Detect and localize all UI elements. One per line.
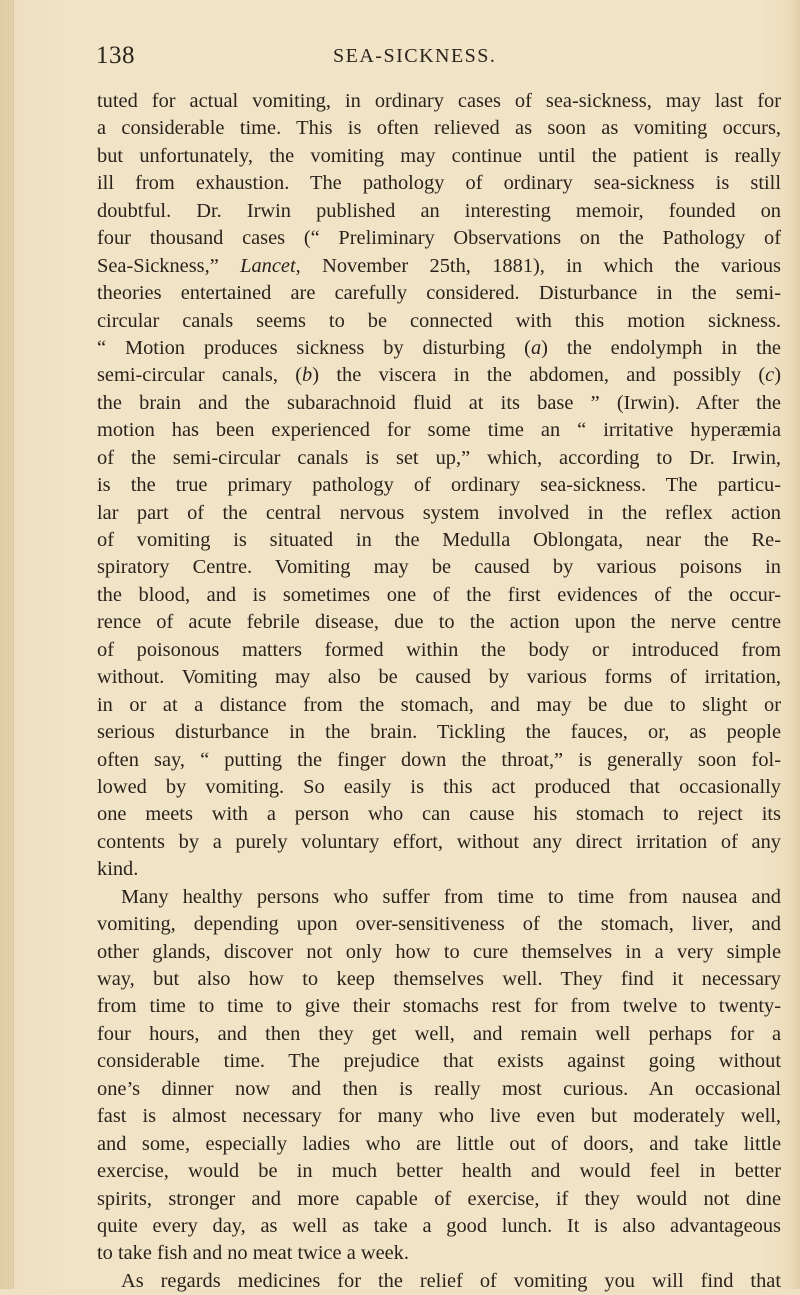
- text-line: the blood, and is sometimes one of the first evidences of the occur-: [97, 583, 781, 606]
- text-line: considerable time. The prejudice that exists against going without: [97, 1050, 781, 1073]
- text-line: theories entertained are carefully considered. Disturbance in the semi-: [97, 282, 781, 305]
- text-line: fast is almost necessary for many who live even but moderately well,: [97, 1105, 781, 1128]
- text-line: quite every day, as well as take a good lunch. It is also advantageous: [97, 1214, 781, 1237]
- text-line: tuted for actual vomiting, in ordinary cases of sea-sickness, may last for: [97, 90, 781, 112]
- enumerator: a: [530, 336, 542, 359]
- text-line: a considerable time. This is often relieved as soon as vomiting occurs,: [97, 117, 781, 140]
- page-header: [96, 42, 781, 72]
- text-line: spirits, stronger and more capable of exercise, if they would not dine: [97, 1187, 781, 1210]
- text-line: to take fish and no meat twice a week.: [97, 1242, 409, 1265]
- running-head: SEA-SICKNESS.: [333, 45, 497, 67]
- text-line: often say, “ putting the finger down the throat,” is generally soon fol-: [97, 748, 781, 771]
- text-line: spiratory Centre. Vomiting may be caused by various poisons in: [97, 556, 781, 579]
- enumerator: b: [302, 364, 313, 387]
- text-line: other glands, discover not only how to cure themselves in a very simple: [97, 940, 781, 963]
- text-line: is the true primary pathology of ordinary sea-sickness. The particu-: [97, 474, 781, 497]
- page-number: 138: [96, 42, 135, 69]
- text-line: one’s dinner now and then is really most curious. An occasional: [97, 1077, 781, 1100]
- page-gutter: [0, 0, 14, 1289]
- text-line: ill from exhaustion. The pathology of ordinary sea-sickness is still: [97, 172, 781, 195]
- text-line: one meets with a person who can cause his stomach to reject its: [97, 803, 781, 826]
- text-line: way, but also how to keep themselves well. They find it necessary: [97, 968, 781, 990]
- text-line: circular canals seems to be connected with this motion sickness.: [97, 309, 781, 332]
- text-line: contents by a purely voluntary effort, without any direct irritation of any: [97, 830, 781, 853]
- text-line: of vomiting is situated in the Medulla Oblongata, near the Re-: [97, 529, 781, 551]
- text-line: motion has been experienced for some time an “ irritative hyperæmia: [97, 419, 781, 442]
- text-line: kind.: [97, 858, 139, 881]
- text-line: rence of acute febrile disease, due to the action upon the nerve centre: [97, 611, 781, 634]
- text-line: but unfortunately, the vomiting may continue until the patient is really: [97, 144, 781, 167]
- journal-title: Lancet: [240, 254, 296, 277]
- text-line: from time to time to give their stomachs rest for from twelve to twenty-: [97, 995, 781, 1018]
- text-line: “ Motion produces sickness by disturbing (a) the endolymph in the: [97, 336, 781, 359]
- text-line: of the semi-circular canals is set up,” which, according to Dr. Irwin,: [97, 446, 781, 469]
- text-line: Sea-Sickness,” Lancet, November 25th, 1881), in which the various: [97, 254, 781, 277]
- text-line: without. Vomiting may also be caused by various forms of irritation,: [97, 666, 781, 689]
- text-line: in or at a distance from the stomach, and may be due to slight or: [97, 693, 781, 716]
- text-line: vomiting, depending upon over-sensitiveness of the stomach, liver, and: [97, 913, 781, 936]
- text-line: serious disturbance in the brain. Tickling the fauces, or, as people: [97, 721, 781, 744]
- text-line: and some, especially ladies who are little out of doors, and take little: [97, 1132, 781, 1155]
- text-line: exercise, would be in much better health and would feel in better: [97, 1160, 781, 1183]
- text-line: As regards medicines for the relief of vomiting you will find that: [121, 1269, 781, 1292]
- text-line: four thousand cases (“ Preliminary Observations on the Pathology of: [97, 227, 781, 250]
- text-line: lar part of the central nervous system involved in the reflex action: [97, 501, 781, 524]
- text-line: of poisonous matters formed within the body or introduced from: [97, 638, 781, 661]
- body-text: [97, 88, 781, 1295]
- text-line: lowed by vomiting. So easily is this act produced that occasionally: [97, 775, 781, 798]
- text-line: semi-circular canals, (b) the viscera in the abdomen, and possibly (c): [97, 364, 781, 387]
- text-line: the brain and the subarachnoid fluid at its base ” (Irwin). After the: [97, 391, 781, 414]
- text-line: Many healthy persons who suffer from time to time from nausea and: [121, 885, 781, 908]
- text-line: doubtful. Dr. Irwin published an interesting memoir, founded on: [97, 199, 781, 222]
- text-line: four hours, and then they get well, and remain well perhaps for a: [97, 1022, 781, 1045]
- enumerator: c: [765, 364, 775, 387]
